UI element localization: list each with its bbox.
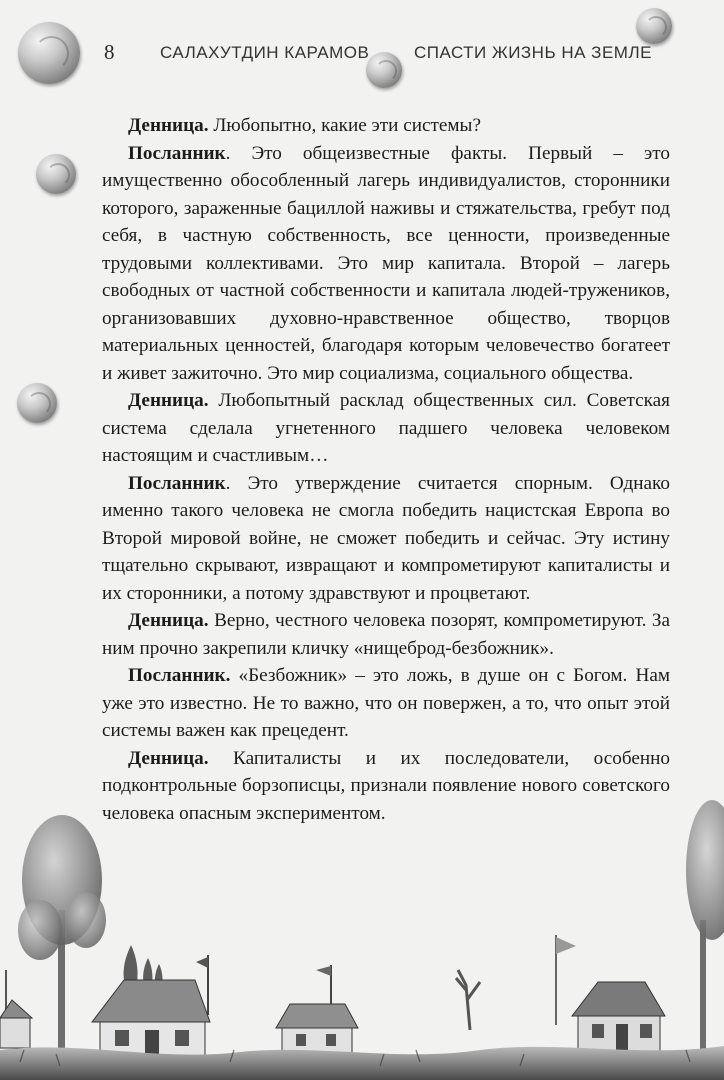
- running-header-author: САЛАХУТДИН КАРАМОВ: [160, 43, 370, 62]
- dialogue-paragraph: [102, 140, 670, 388]
- page-number: 8: [104, 40, 115, 64]
- running-header: [0, 0, 724, 100]
- ground: [0, 1046, 724, 1080]
- village-illustration: [0, 800, 724, 1080]
- dialogue-paragraph: [102, 112, 670, 140]
- paragraph-text: . Это утверждение считается спорным. Однако именно такого человека не смогла победить нацистская Европа во Второй мировой войне, не сможет победить и сейчас. Эту истину тщательно скрывают, извращают и компрометируют капиталисты и их сторонники, а потому здравствуют и процветают.: [102, 472, 670, 604]
- speaker-name: Посланник: [128, 472, 226, 494]
- dialogue-paragraph: [102, 607, 670, 662]
- speaker-name: Денница.: [128, 747, 209, 769]
- paragraph-text: Верно, честного человека позорят, компрометируют. За ним прочно закрепили кличку «нищеброд-безбожник».: [102, 610, 670, 659]
- running-header-title: СПАСТИ ЖИЗНЬ НА ЗЕМЛЕ: [414, 43, 652, 62]
- paragraph-text: . Это общеизвестные факты. Первый – это имущественно обособленный лагерь индивидуалистов, сторонники которого, зараженные бациллой наживы и стяжательства, гребут под себя, в частную собственность, все ценности, произведенные трудовыми коллективами. Это мир капитала. Второй – лагерь свободных от частной собственности и капитала людей-тружеников, организовавших духовно-нравственное общество, творцов материальных ценностей, благодаря которым человечество богатеет и живет зажиточно. Это мир социализма, социального общества.: [102, 142, 670, 384]
- speaker-name: Денница.: [128, 610, 209, 631]
- speaker-name: Денница.: [128, 390, 209, 411]
- house-left: [92, 980, 210, 1060]
- decorative-orb-icon: [17, 383, 57, 423]
- decorative-orb-icon: [36, 154, 76, 194]
- speaker-name: Посланник: [128, 142, 226, 164]
- dialogue-paragraph: [102, 387, 670, 470]
- decorative-orb-icon: [366, 52, 402, 88]
- paragraph-text: «Безбожник» – это ложь, в душе он с Богом. Нам уже это известно. Не то важно, что он повержен, а то, что опыт этой системы важен как прецедент.: [102, 665, 670, 741]
- dialogue-paragraph: [102, 662, 670, 745]
- speaker-name: Денница.: [128, 115, 209, 136]
- dead-tree: [456, 970, 480, 1030]
- dialogue-paragraph: [102, 470, 670, 608]
- paragraph-text: Любопытно, какие эти системы?: [208, 115, 481, 136]
- paragraph-text: Капиталисты и их последователи, особенно подконтрольные борзописцы, признали появление нового советского человека опасным экспериментом.: [102, 747, 670, 824]
- paragraph-text: Любопытный расклад общественных сил. Советская система сделала угнетенного падшего человека человеком настоящим и счастливым…: [102, 390, 670, 466]
- dialogue-text: [102, 112, 670, 827]
- house-center: [276, 1004, 358, 1054]
- tree-left: [18, 815, 106, 1060]
- house-far-left: [0, 1000, 32, 1048]
- speaker-name: Посланник.: [128, 665, 231, 686]
- decorative-orb-icon: [636, 8, 672, 44]
- tree-right: [686, 800, 724, 1060]
- house-right: [572, 982, 665, 1056]
- decorative-orb-icon: [18, 22, 80, 84]
